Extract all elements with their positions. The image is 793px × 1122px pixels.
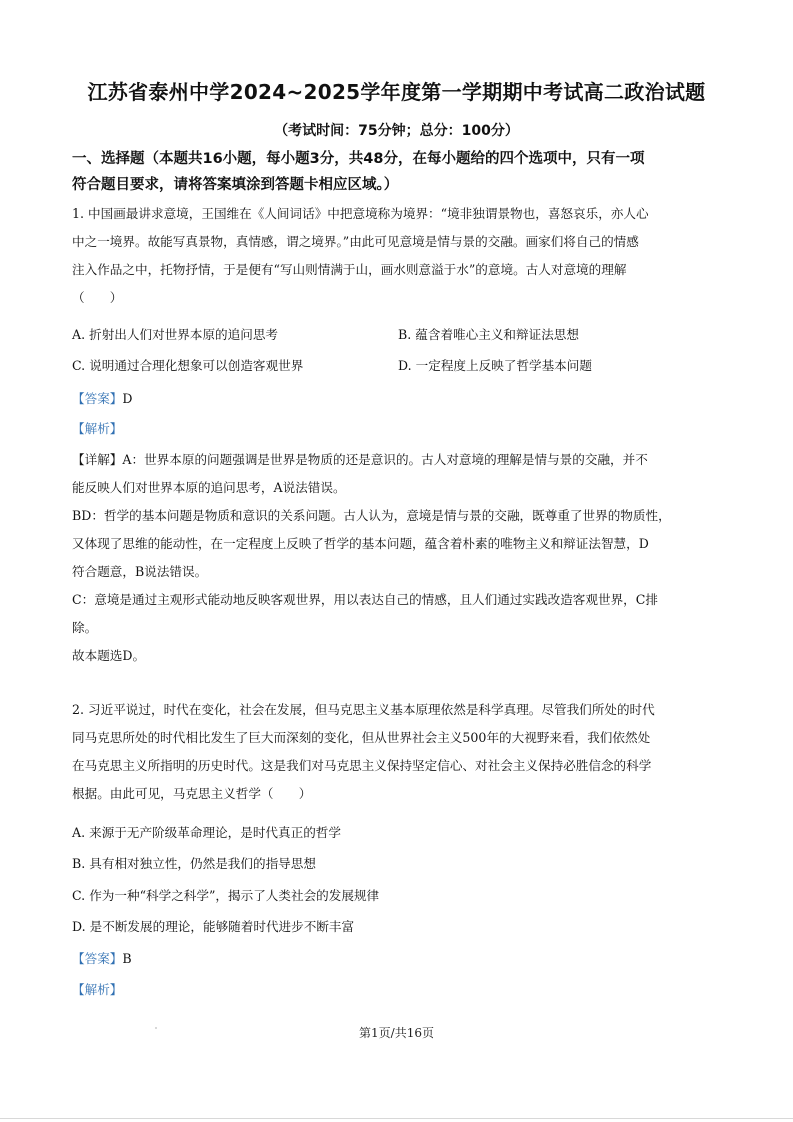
detail-line: C：意境是通过主观形式能动地反映客观世界，用以表达自己的情感，且人们通过实践改造客观世界，C排: [72, 592, 658, 607]
question-2-option-d: D. 是不断发展的理论，能够随着时代进步不断丰富: [72, 919, 355, 934]
question-1-analysis-tag: [72, 418, 122, 437]
question-1-option-d: D. 一定程度上反映了哲学基本问题: [398, 358, 592, 373]
detail-line: 符合题意，B说法错误。: [72, 564, 208, 579]
exam-title: 江苏省泰州中学2024~2025学年度第一学期期中考试高二政治试题: [87, 80, 706, 104]
detail-text: A：世界本原的问题强调是世界是物质的还是意识的。古人对意境的理解是情与景的交融，并不: [122, 452, 648, 467]
question-2-stem: [72, 696, 724, 808]
section-heading-line1: 一、选择题（本题共16小题，每小题3分，共48分，在每小题给的四个选项中，只有一项: [72, 151, 645, 167]
question-2-option-b: B. 具有相对独立性，仍然是我们的指导思想: [72, 856, 316, 871]
question-1-stem-line: （ ）: [72, 290, 123, 305]
question-2-option-c: C. 作为一种“科学之科学”，揭示了人类社会的发展规律: [72, 888, 380, 903]
detail-line: 故本题选D。: [72, 648, 146, 663]
detail-tag: 【详解】: [72, 452, 123, 467]
question-2-answer: [72, 948, 132, 967]
answer-value: D: [122, 391, 133, 406]
detail-line: 能反映人们对世界本原的追问思考，A说法错误。: [72, 480, 346, 495]
question-1-option-c: C. 说明通过合理化想象可以创造客观世界: [72, 358, 304, 373]
page-footer: 第1页/共16页: [359, 1026, 434, 1040]
question-2-stem-line: 2. 习近平说过，时代在变化，社会在发展，但马克思主义基本原理依然是科学真理。尽管我们所处的时代: [72, 702, 655, 717]
question-2-stem-line: 在马克思主义所指明的历史时代。这是我们对马克思主义保持坚定信心、对社会主义保持必胜信念的科学: [72, 758, 652, 773]
detail-line: 又体现了思维的能动性，在一定程度上反映了哲学的基本问题，蕴含着朴素的唯物主义和辩证法智慧，D: [72, 536, 649, 551]
detail-line: [72, 446, 724, 474]
question-2-stem-line: 同马克思所处的时代相比发生了巨大而深刻的变化，但从世界社会主义500年的大视野来看，我们依然处: [72, 730, 651, 745]
question-1-answer: [72, 388, 132, 407]
question-1-detail: [72, 446, 724, 670]
question-1-stem-line: 中之一境界。故能写真景物，真情感，谓之境界。”由此可见意境是情与景的交融。画家们将自己的情感: [72, 234, 639, 249]
analysis-tag: 【解析】: [72, 421, 123, 436]
answer-value: B: [122, 951, 132, 966]
page-bottom-rule: [0, 1118, 793, 1119]
section-heading: [72, 146, 722, 198]
section-heading-line2: 符合题目要求，请将答案填涂到答题卡相应区域。）: [72, 177, 399, 193]
analysis-tag: 【解析】: [72, 982, 123, 997]
question-1-stem-line: 注入作品之中，托物抒情，于是便有“写山则情满于山，画水则意溢于水”的意境。古人对意境的理解: [72, 262, 627, 277]
question-2-option-a: A. 来源于无产阶级革命理论，是时代真正的哲学: [72, 825, 341, 840]
detail-line: BD：哲学的基本问题是物质和意识的关系问题。古人认为，意境是情与景的交融，既尊重了世界的物质性，: [72, 508, 671, 523]
question-1-option-b: B. 蕴含着唯心主义和辩证法思想: [398, 327, 579, 342]
detail-line: 除。: [72, 620, 98, 635]
answer-tag: 【答案】: [72, 951, 123, 966]
answer-tag: 【答案】: [72, 391, 123, 406]
question-2-stem-line: 根据。由此可见，马克思主义哲学（ ）: [72, 786, 312, 801]
question-2-analysis-tag: [72, 979, 122, 998]
question-1-stem-line: 1. 中国画最讲求意境，王国维在《人间词话》中把意境称为境界：“境非独谓景物也，喜怒哀乐，亦人心: [72, 206, 649, 221]
exam-subtitle: （考试时间：75分钟；总分：100分）: [274, 123, 519, 139]
question-1-option-a: A. 折射出人们对世界本原的追问思考: [72, 327, 279, 342]
question-1-stem: [72, 200, 724, 312]
